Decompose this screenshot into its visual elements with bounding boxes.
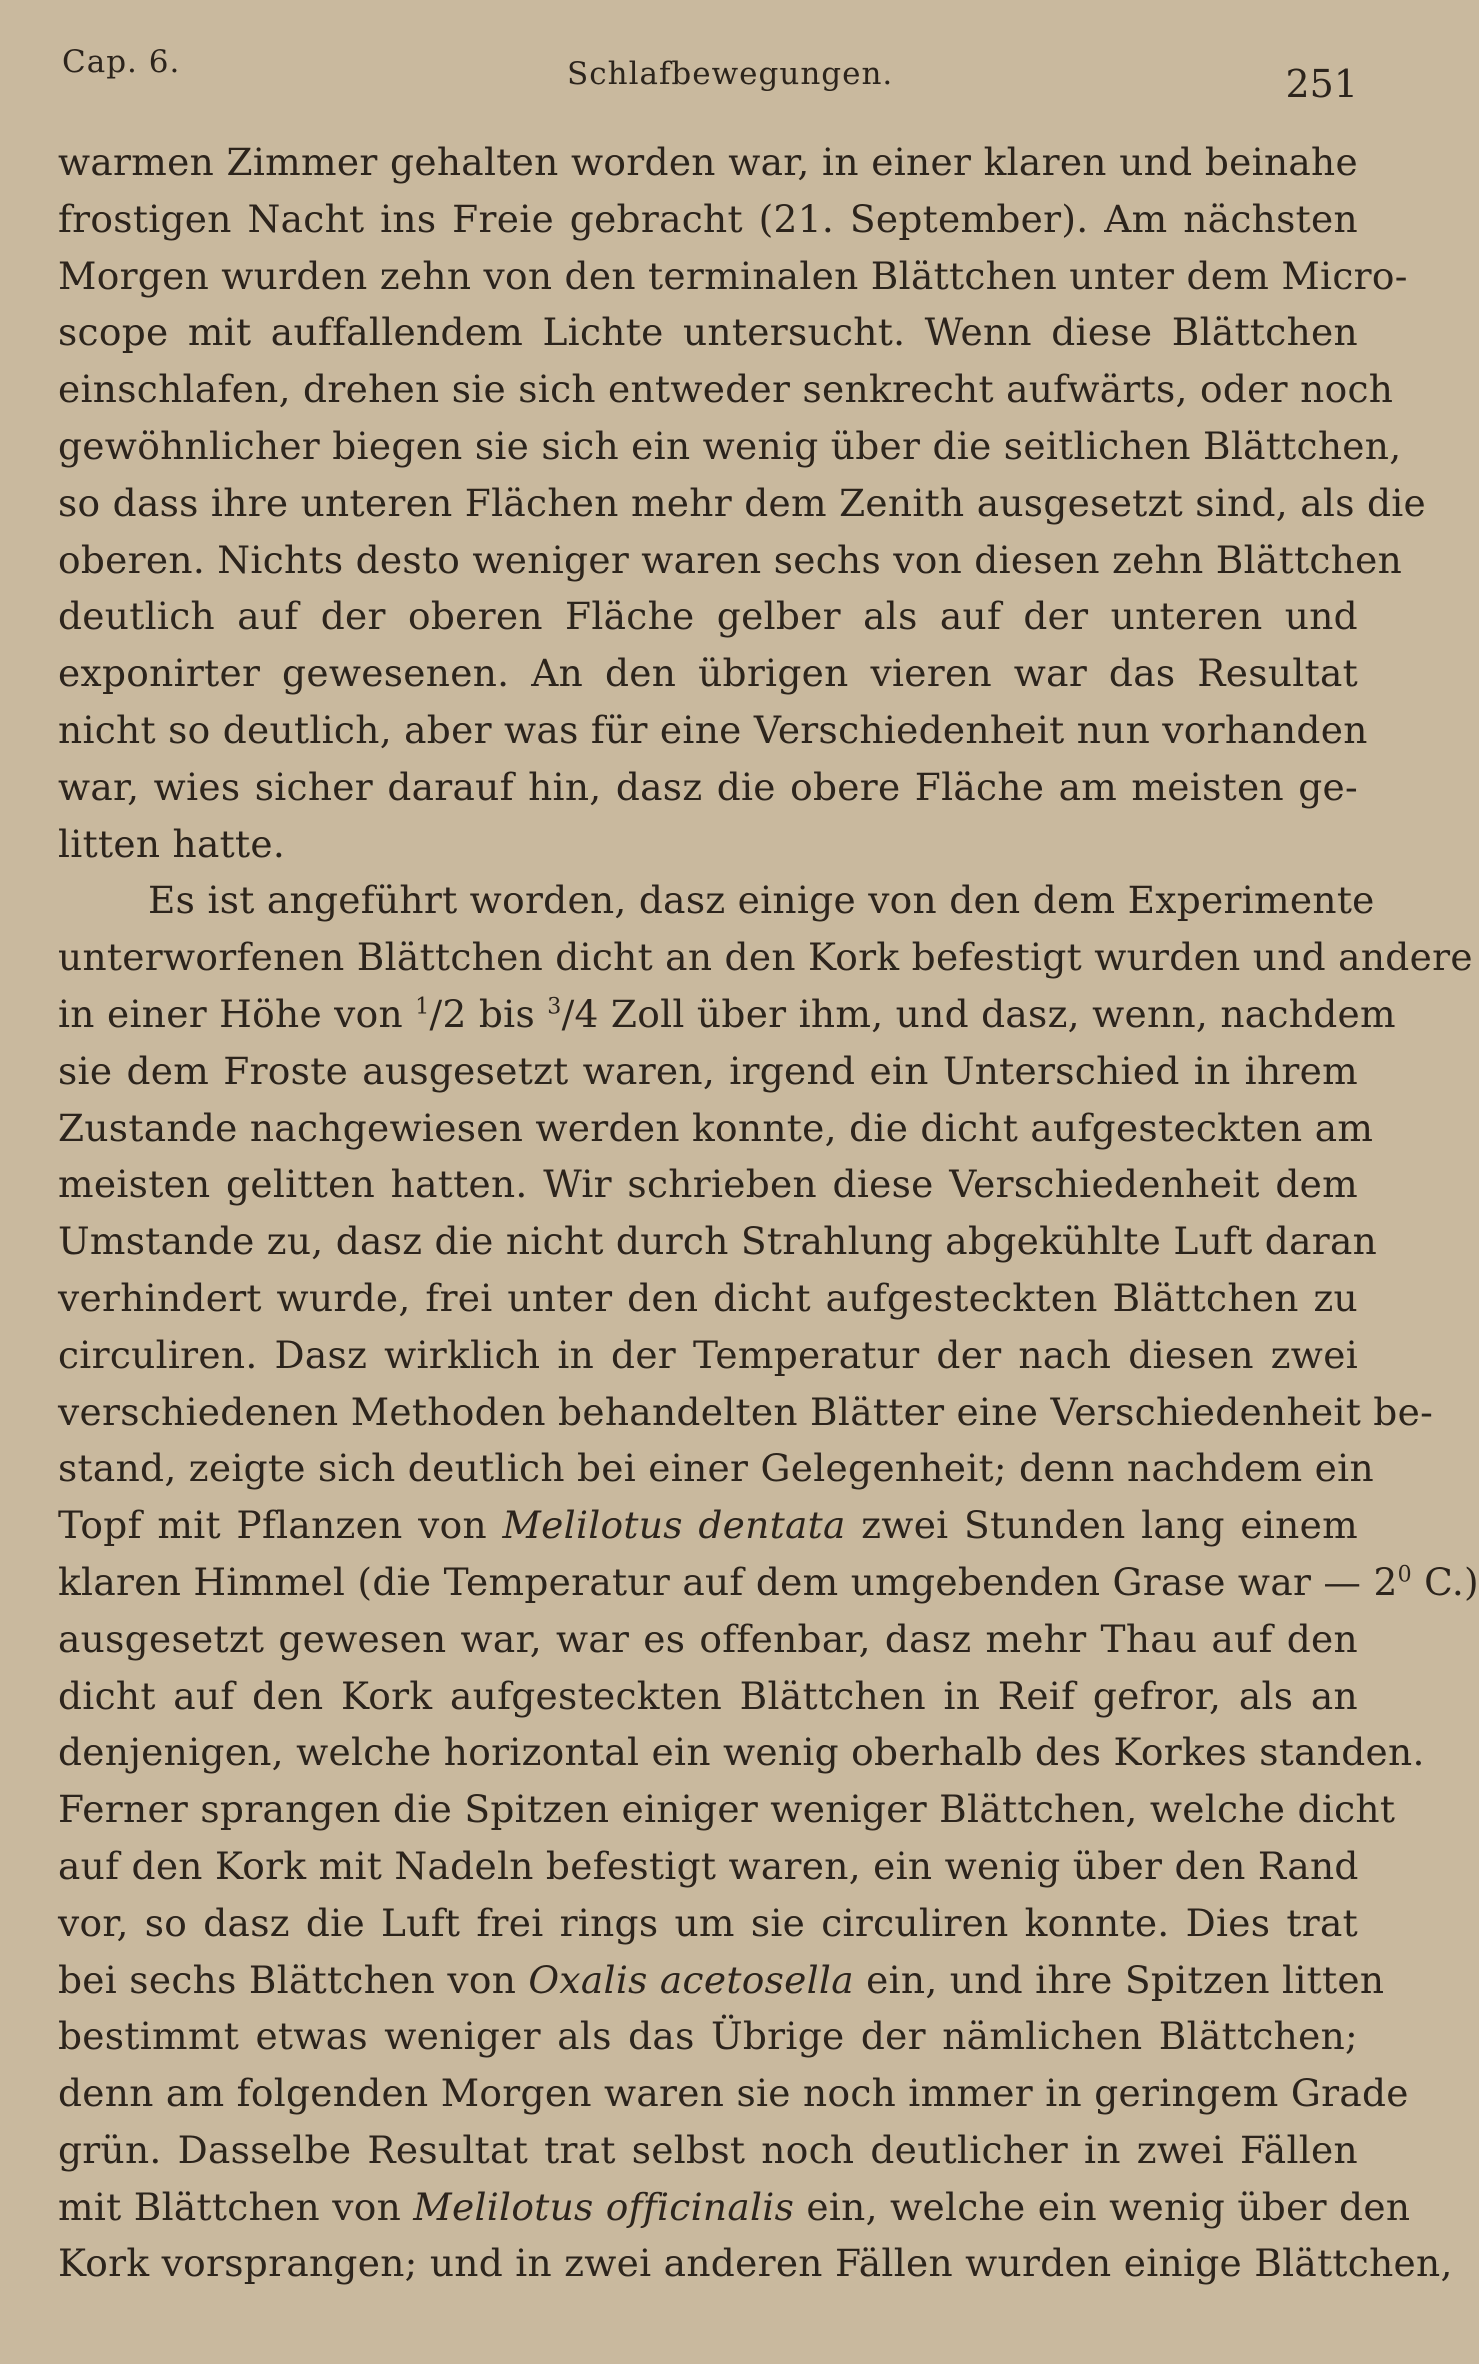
running-header	[62, 44, 1358, 106]
text-line	[58, 1554, 1479, 1611]
text-line: oberen. Nichts desto weniger waren sechs von diesen zehn Blättchen	[58, 537, 1403, 582]
text-line: denn am folgenden Morgen waren sie noch immer in geringem Grade	[58, 2071, 1409, 2116]
text-line: Morgen wurden zehn von den terminalen Blättchen unter dem Micro-	[58, 253, 1408, 298]
text-line: meisten gelitten hatten. Wir schrieben diese Verschiedenheit dem	[58, 1162, 1358, 1207]
text-line: frostigen Nacht ins Freie gebracht (21. September). Am nächsten	[58, 196, 1358, 241]
text-line: circuliren. Dasz wirklich in der Temperatur der nach diesen zwei	[58, 1332, 1358, 1377]
text-line: scope mit auffallendem Lichte untersucht. Wenn diese Blättchen	[58, 310, 1358, 355]
species-name: Oxalis acetosella	[528, 1957, 854, 2002]
text-run: bis	[478, 991, 548, 1036]
text-line: gewöhnlicher biegen sie sich ein wenig über die seitlichen Blättchen,	[58, 423, 1402, 468]
text-line: stand, zeigte sich deutlich bei einer Gelegenheit; denn nachdem ein	[58, 1446, 1374, 1491]
text-line	[58, 986, 1396, 1043]
text-line	[58, 1497, 1358, 1554]
text-line: verhindert wurde, frei unter den dicht aufgesteckten Blättchen zu	[58, 1275, 1358, 1320]
text-line: verschiedenen Methoden behandelten Blätter eine Verschiedenheit be-	[58, 1389, 1434, 1434]
text-line: sie dem Froste ausgesetzt waren, irgend ein Unterschied in ihrem	[58, 1048, 1358, 1093]
text-run: C.)	[1411, 1559, 1479, 1604]
text-line: vor, so dasz die Luft frei rings um sie circuliren konnte. Dies trat	[58, 1900, 1358, 1945]
chapter-label: Cap. 6.	[62, 44, 181, 80]
fraction-denominator: 4	[574, 991, 599, 1036]
text-line: deutlich auf der oberen Fläche gelber als auf der unteren und	[58, 594, 1358, 639]
text-line: ausgesetzt gewesen war, war es offenbar, dasz mehr Thau auf den	[58, 1616, 1358, 1661]
paragraph-1	[58, 134, 1427, 872]
text-line: litten hatte.	[58, 821, 286, 866]
text-line: Es ist angeführt worden, dasz einige von den dem Experimente	[148, 878, 1375, 923]
text-line: nicht so deutlich, aber was für eine Verschiedenheit nun vorhanden	[58, 707, 1368, 752]
text-line: Umstande zu, dasz die nicht durch Strahlung abgekühlte Luft daran	[58, 1219, 1378, 1264]
paragraph-2	[58, 872, 1479, 2292]
text-run: bei sechs Blättchen von	[58, 1957, 529, 2002]
text-line: bestimmt etwas weniger als das Übrige der nämlichen Blättchen;	[58, 2014, 1358, 2059]
degree-mark: 0	[1397, 1562, 1412, 1588]
text-line: grün. Dasselbe Resultat trat selbst noch deutlicher in zwei Fällen	[58, 2127, 1358, 2172]
text-line: denjenigen, welche horizontal ein wenig oberhalb des Korkes standen.	[58, 1730, 1425, 1775]
text-line: einschlafen, drehen sie sich entweder senkrecht aufwärts, oder noch	[58, 367, 1394, 412]
page-number: 251	[1285, 62, 1358, 106]
text-line: dicht auf den Kork aufgesteckten Blättchen in Reif gefror, als an	[58, 1673, 1358, 1718]
text-run: Zoll über ihm, und dasz, wenn, nachdem	[598, 991, 1396, 1036]
text-line: unterworfenen Blättchen dicht an den Kork befestigt wurden und andere	[58, 935, 1473, 980]
text-line: war, wies sicher darauf hin, dasz die obere Fläche am meisten ge-	[58, 764, 1358, 809]
fraction-half: $^1$/2	[415, 991, 467, 1036]
text-run: mit Blättchen von	[58, 2184, 414, 2229]
body-text	[58, 134, 1479, 2292]
species-name: Melilotus officinalis	[413, 2184, 795, 2229]
text-line: Ferner sprangen die Spitzen einiger weniger Blättchen, welche dicht	[58, 1787, 1396, 1832]
text-line: Kork vorsprangen; und in zwei anderen Fällen wurden einige Blättchen,	[58, 2241, 1453, 2286]
text-line: Zustande nachgewiesen werden konnte, die dicht aufgesteckten am	[58, 1105, 1374, 1150]
text-run: in einer Höhe von	[58, 991, 416, 1036]
text-line: warmen Zimmer gehalten worden war, in einer klaren und beinahe	[58, 140, 1358, 184]
fraction-numerator: 1	[415, 994, 430, 1020]
text-line: exponirter gewesenen. An den übrigen vieren war das Resultat	[58, 651, 1358, 696]
running-title: Schlafbewegungen.	[567, 56, 894, 92]
fraction-denominator: 2	[442, 991, 467, 1036]
fraction-numerator: 3	[547, 994, 562, 1020]
text-run: ein, und ihre Spitzen litten	[853, 1957, 1385, 2002]
text-line	[58, 1952, 1385, 2009]
text-line	[58, 2179, 1411, 2236]
text-line: auf den Kork mit Nadeln befestigt waren, ein wenig über den Rand	[58, 1843, 1359, 1888]
text-run: Topf mit Pflanzen von	[58, 1503, 503, 1548]
text-run: klaren Himmel (die Temperatur auf dem umgebenden Grase war — 2	[58, 1559, 1398, 1604]
species-name: Melilotus dentata	[502, 1503, 846, 1548]
text-run: zwei Stunden lang einem	[845, 1503, 1358, 1548]
text-run: ein, welche ein wenig über den	[794, 2184, 1411, 2229]
fraction-three-quarters: $^3$/4	[547, 991, 599, 1036]
text-line: so dass ihre unteren Flächen mehr dem Zenith ausgesetzt sind, als die	[58, 480, 1427, 525]
